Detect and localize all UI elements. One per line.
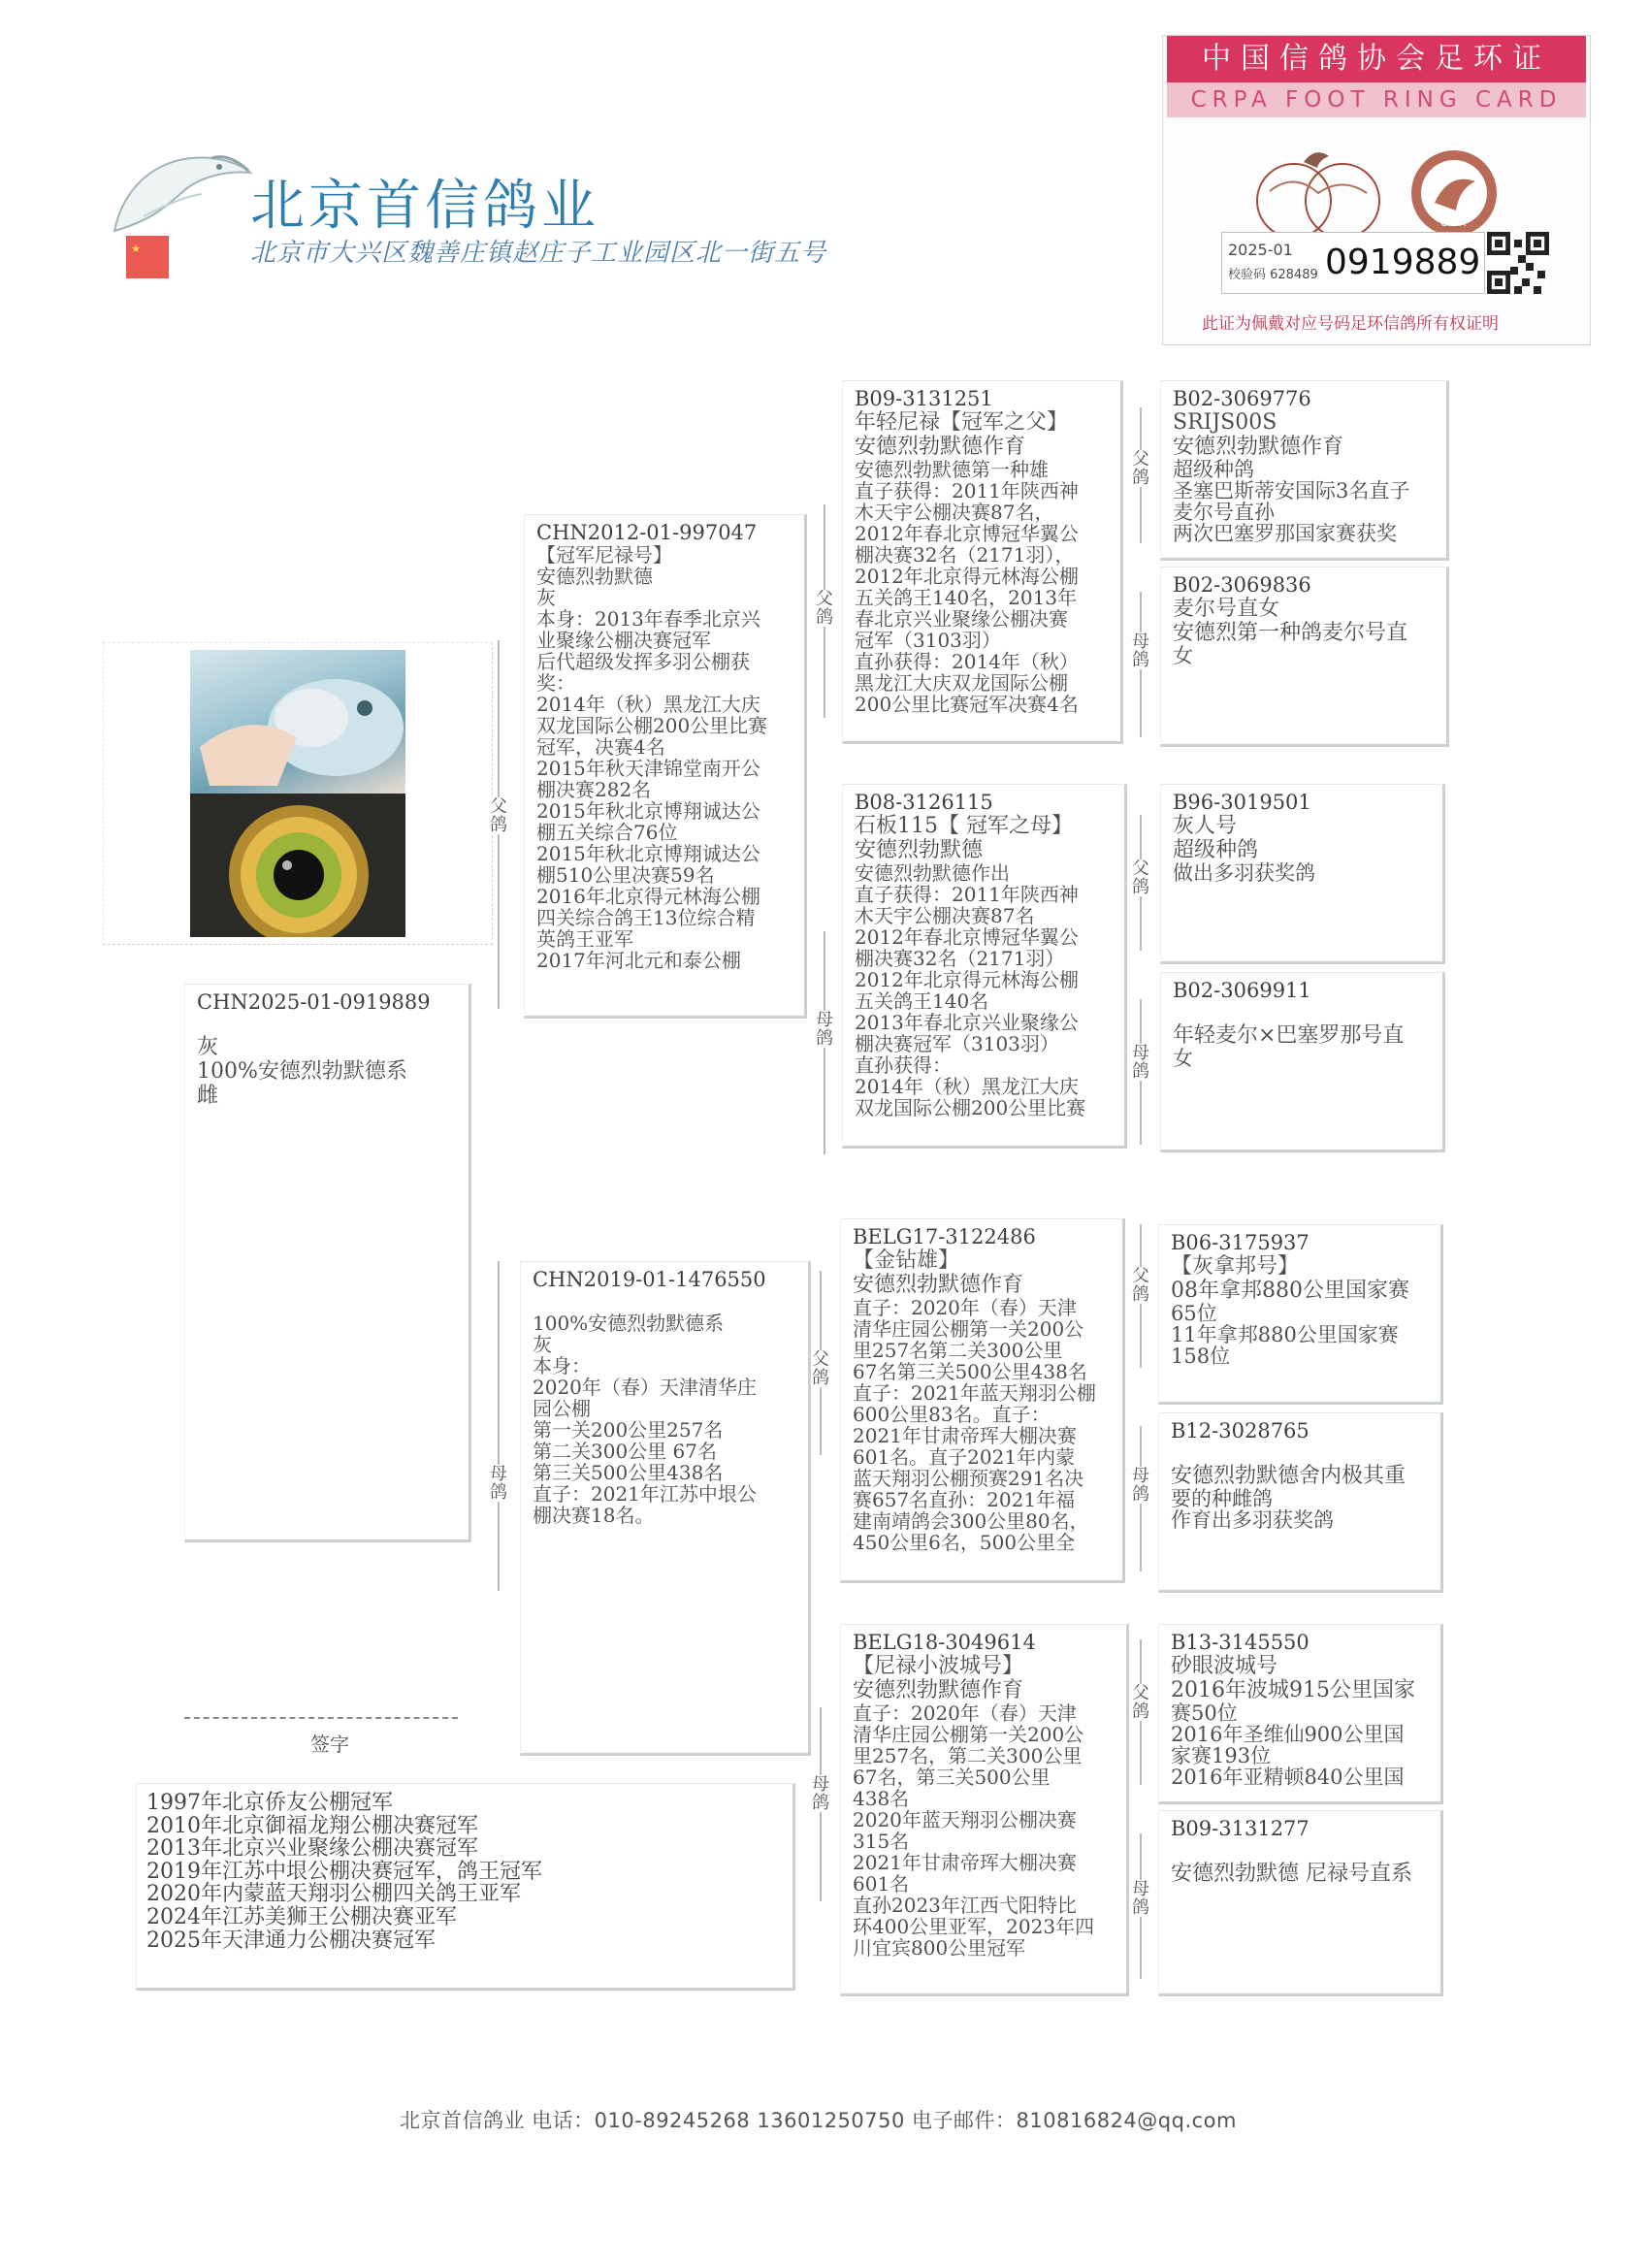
crpa-logo-text: CRPA [1440, 218, 1467, 229]
pedigree-line: 后代超级发挥多羽公棚获 [536, 650, 750, 673]
pedigree-line: 四关综合鸽王13位综合精 [536, 906, 756, 929]
sire-label: 父鸽 [490, 796, 507, 835]
pedigree-line: 奖： [536, 671, 575, 695]
pedigree-line: 木天宇公棚决赛87名 [855, 904, 1035, 927]
pedigree-line: 158位 [1171, 1345, 1231, 1368]
pedigree-line: 蓝天翔羽公棚预赛291名决 [853, 1467, 1084, 1490]
achievement-item: 2025年天津通力公棚决赛冠军 [146, 1928, 436, 1953]
dam-dam-dam-box [1158, 1810, 1443, 1996]
ring-number: BELG18-3049614 [853, 1631, 1036, 1654]
ring-number: CHN2019-01-1476550 [533, 1268, 766, 1291]
dam-sire-sire-label: 父鸽 [1132, 1266, 1149, 1305]
pedigree-line: 棚决赛冠军（3103羽） [855, 1032, 1059, 1055]
pedigree-line: 本身：2013年春季北京兴 [536, 607, 760, 631]
pedigree-line: 直子：2020年（春）天津 [853, 1296, 1077, 1319]
ring-number: B96-3019501 [1173, 791, 1311, 814]
pedigree-line: 灰人号 [1173, 814, 1238, 838]
pigeon-in-hand-icon [190, 650, 405, 794]
pedigree-line: 麦尔号直孙 [1173, 501, 1275, 524]
svg-text:★: ★ [131, 243, 141, 255]
company-name: 北京首信鸽业 [250, 175, 599, 238]
eye-photo [190, 794, 405, 937]
achievement-item: 2019年江苏中垠公棚决赛冠军，鸽王冠军 [146, 1859, 542, 1884]
pedigree-line [1173, 1002, 1433, 1023]
sire-dam-sire-box [1160, 784, 1445, 964]
pedigree-line: 业聚缘公棚决赛冠军 [536, 629, 711, 652]
pedigree-line: 直子获得：2011年陕西神 [855, 883, 1079, 906]
pedigree-line: 2014年（秋）黑龙江大庆 [855, 1075, 1079, 1098]
sire-sire-dam-box [1160, 567, 1449, 747]
sire-sire-box [842, 380, 1123, 744]
pedigree-line: 棚决赛282名 [536, 778, 652, 801]
dam-sire-dam-label: 母鸽 [1132, 1466, 1149, 1505]
pedigree-line: 作育出多羽获奖鸽 [1171, 1508, 1334, 1532]
pedigree-line: 2012年北京得元林海公棚 [855, 968, 1079, 991]
company-logo [105, 124, 260, 289]
pedigree-line: 年轻尼禄【冠军之父】 [855, 410, 1069, 435]
dam-dam-sire-box [1158, 1624, 1443, 1804]
pedigree-line: 2015年秋北京博翔诚达公 [536, 799, 760, 823]
subject-color: 灰 [197, 1035, 219, 1059]
pedigree-line: 清华庄园公棚第一关200公 [853, 1723, 1084, 1746]
pedigree-line: 67名第三关500公里438名 [853, 1360, 1087, 1383]
pedigree-line: 超级种鸽 [1173, 838, 1259, 862]
footer-contact: 北京首信鸽业 电话：010-89245268 13601250750 电子邮件：810816824@qq.com [400, 2109, 1237, 2132]
pedigree-line: 2016年亚精顿840公里国 [1171, 1766, 1405, 1789]
pedigree-line [1171, 1840, 1431, 1862]
achievement-item: 2024年江苏美狮王公棚决赛亚军 [146, 1904, 457, 1929]
qr-code-icon [1487, 232, 1549, 294]
pedigree-line: 圣塞巴斯蒂安国际3名直子 [1173, 479, 1410, 502]
sire-sire-sire-box [1160, 380, 1449, 561]
ring-date: 2025-01 [1228, 241, 1293, 259]
pedigree-line: 五关鸽王140名，2013年 [855, 586, 1078, 609]
pedigree-line [1171, 1442, 1431, 1464]
pedigree-line: 赛50位 [1171, 1701, 1238, 1725]
company-address: 北京市大兴区魏善庄镇赵庄子工业园区北一街五号 [250, 239, 827, 268]
pedigree-line: 315名 [853, 1830, 910, 1853]
pedigree-line: 双龙国际公棚200公里比赛 [855, 1096, 1086, 1119]
pedigree-line: 2012年春北京博冠华翼公 [855, 925, 1079, 949]
pedigree-line: 木天宇公棚决赛87名， [855, 501, 1054, 524]
sire-dam-box [842, 784, 1127, 1149]
pedigree-line: 67名，第三关500公里 [853, 1766, 1051, 1789]
pedigree-line: 冠军，决赛4名 [536, 735, 665, 759]
pedigree-line: 安德烈勃默德舍内极其重 [1171, 1464, 1406, 1488]
achievement-item: 2020年内蒙蓝天翔羽公棚四关鸽王亚军 [146, 1882, 521, 1907]
subject-strain: 100%安德烈勃默德系 [197, 1059, 407, 1084]
pigeon-eye-icon [190, 794, 405, 937]
pedigree-line: 第二关300公里 67名 [533, 1440, 717, 1463]
pedigree-line: 清华庄园公棚第一关200公 [853, 1317, 1084, 1341]
pedigree-line: 2016年圣维仙900公里国 [1171, 1723, 1405, 1746]
pedigree-line: 【冠军尼禄号】 [536, 543, 672, 567]
pedigree-line: 601名。直子2021年内蒙 [853, 1445, 1076, 1469]
pedigree-line: 灰 [536, 586, 556, 609]
sire-sire-label: 父鸽 [816, 589, 833, 628]
pedigree-line: 本身： [533, 1354, 591, 1377]
pedigree-line: 棚决赛18名。 [533, 1504, 655, 1527]
subject-sex: 雌 [197, 1084, 219, 1108]
ring-card-subtitle: CRPA FOOT RING CARD [1167, 82, 1586, 117]
pedigree-line: 春北京兴业聚缘公棚决赛 [855, 607, 1068, 631]
pedigree-line: 安德烈勃默德作育 [1173, 435, 1344, 459]
pedigree-line: 做出多羽获奖鸽 [1173, 861, 1315, 885]
pedigree-line: 棚决赛32名（2171羽） [855, 947, 1065, 970]
ring-card-note: 此证为佩戴对应号码足环信鸽所有权证明 [1202, 314, 1499, 334]
pigeon-photo [190, 650, 405, 794]
pedigree-line: 直子：2020年（春）天津 [853, 1701, 1077, 1725]
pedigree-line: 第一关200公里257名 [533, 1418, 724, 1442]
ring-number: B13-3145550 [1171, 1631, 1310, 1654]
ring-number: 0919889 [1325, 243, 1481, 282]
pedigree-line: 安德烈第一种鸽麦尔号直 [1173, 621, 1408, 645]
ring-check-code: 校验码 628489 [1228, 268, 1318, 282]
pedigree-line: 双龙国际公棚200公里比赛 [536, 714, 768, 737]
pedigree-line: 【尼禄小波城号】 [853, 1654, 1024, 1678]
ring-card [1162, 35, 1591, 345]
pedigree-line: 安德烈勃默德作出 [855, 861, 1010, 885]
pedigree-line: 棚决赛32名（2171羽）， [855, 543, 1075, 567]
pedigree-line: 砂眼波城号 [1171, 1654, 1278, 1678]
pedigree-line: 直子：2021年蓝天翔羽公棚 [853, 1381, 1096, 1405]
ring-number: B02-3069776 [1173, 387, 1311, 410]
sire-box [524, 514, 807, 1019]
pedigree-line: 赛657名直孙：2021年福 [853, 1488, 1076, 1511]
pedigree-line: 女 [1173, 1047, 1193, 1070]
pedigree-line: 2015年秋天津锦堂南开公 [536, 757, 760, 780]
pedigree-line: 安德烈勃默德作育 [855, 435, 1026, 459]
pedigree-line: 里257名第二关300公里 [853, 1339, 1063, 1362]
signature-label: 签字 [310, 1733, 349, 1756]
sire-dam-dam-box [1160, 972, 1445, 1152]
pedigree-line: 2016年北京得元林海公棚 [536, 885, 760, 908]
pedigree-line: 438名 [853, 1787, 910, 1810]
pedigree-line: 2013年春北京兴业聚缘公 [855, 1011, 1079, 1034]
dam-sire-box [840, 1218, 1125, 1583]
ring-number: B02-3069911 [1173, 979, 1311, 1002]
pedigree-line: 超级种鸽 [1173, 458, 1254, 481]
pedigree-line: 安德烈勃默德 [855, 838, 984, 862]
pedigree-line: 灰 [533, 1333, 552, 1356]
pedigree-line: 女 [1173, 644, 1193, 667]
pedigree-line [533, 1291, 798, 1312]
pedigree-line: 2014年（秋）黑龙江大庆 [536, 693, 760, 716]
sire-dam-label: 母鸽 [816, 1010, 833, 1049]
pedigree-line: SRIJS00S [1173, 410, 1277, 435]
achievement-item: 2013年北京兴业聚缘公棚决赛冠军 [146, 1836, 478, 1862]
pedigree-line: 安德烈勃默德 [536, 565, 653, 588]
pedigree-line: 冠军（3103羽） [855, 629, 1001, 652]
pedigree-line: 安德烈勃默德作育 [853, 1678, 1024, 1702]
pedigree-line: 环400公里亚军，2023年四 [853, 1915, 1095, 1938]
dam-label: 母鸽 [490, 1464, 507, 1503]
pedigree-line: 2021年甘肃帝珲大棚决赛 [853, 1424, 1077, 1447]
dam-sire-label: 父鸽 [812, 1349, 829, 1388]
ring-number-panel [1221, 232, 1485, 294]
pedigree-line: 家赛193位 [1171, 1744, 1272, 1767]
ring-number: B08-3126115 [855, 791, 993, 814]
pedigree-line: 年轻麦尔×巴塞罗那号直 [1173, 1023, 1405, 1048]
pedigree-line: 麦尔号直女 [1173, 597, 1280, 621]
pedigree-line: 要的种雌鸽 [1171, 1487, 1273, 1510]
pedigree-line: 园公棚 [533, 1397, 591, 1420]
pedigree-line: 安德烈勃默德第一种雄 [855, 458, 1049, 481]
ring-number: B09-3131277 [1171, 1817, 1310, 1840]
ring-number: B09-3131251 [855, 387, 993, 410]
sire-sire-dam-label: 母鸽 [1132, 632, 1149, 670]
achievements-box [136, 1783, 795, 1991]
pedigree-line: 601名 [853, 1872, 910, 1895]
pedigree-line: 直子：2021年江苏中垠公 [533, 1482, 757, 1506]
dam-dam-box [840, 1624, 1129, 1996]
pedigree-line: 五关鸽王140名 [855, 989, 989, 1013]
achievement-item: 1997年北京侨友公棚冠军 [146, 1791, 393, 1815]
dam-sire-sire-box [1158, 1224, 1443, 1405]
sire-sire-sire-label: 父鸽 [1132, 449, 1149, 488]
pedigree-line: 安德烈勃默德 尼禄号直系 [1171, 1862, 1412, 1886]
pedigree-line: 600公里83名。直子： [853, 1403, 1051, 1426]
dam-dam-label: 母鸽 [812, 1774, 829, 1813]
pedigree-line: 【灰拿邦号】 [1171, 1254, 1300, 1279]
ring-number: B12-3028765 [1171, 1419, 1310, 1442]
pedigree-line: 2012年北京得元林海公棚 [855, 565, 1079, 588]
pedigree-line: 英鸽王亚军 [536, 927, 633, 951]
achievement-item: 2010年北京御福龙翔公棚决赛冠军 [146, 1813, 478, 1838]
pedigree-line: 里257名，第二关300公里 [853, 1744, 1083, 1767]
sire-dam-dam-label: 母鸽 [1132, 1043, 1149, 1082]
subject-box [184, 984, 471, 1542]
pedigree-line: 川宜宾800公里冠军 [853, 1936, 1026, 1960]
pedigree-line: 2020年（春）天津清华庄 [533, 1376, 757, 1399]
ring-number: B02-3069836 [1173, 573, 1311, 597]
ring-card-title: 中国信鸽协会足环证 [1167, 36, 1586, 82]
ring-number: BELG17-3122486 [853, 1225, 1036, 1248]
dam-dam-dam-label: 母鸽 [1132, 1879, 1149, 1918]
pedigree-line: 黑龙江大庆双龙国际公棚 [855, 671, 1068, 695]
ring-number: CHN2012-01-997047 [536, 521, 758, 544]
dam-box [520, 1261, 811, 1756]
pedigree-line: 棚510公里决赛59名 [536, 863, 715, 887]
connector-line [498, 1261, 500, 1591]
dam-sire-dam-box [1158, 1412, 1443, 1593]
pedigree-line: 2020年蓝天翔羽公棚决赛 [853, 1808, 1077, 1831]
pedigree-line: 2021年甘肃帝珲大棚决赛 [853, 1851, 1077, 1874]
pedigree-line: 直子获得：2011年陕西神 [855, 479, 1079, 502]
pedigree-line: 第三关500公里438名 [533, 1461, 724, 1484]
dam-dam-sire-label: 父鸽 [1132, 1683, 1149, 1722]
pigeon-logo-icon [105, 124, 260, 289]
pedigree-line: 11年拿邦880公里国家赛 [1171, 1323, 1399, 1346]
pedigree-line: 直孙获得： [855, 1053, 952, 1077]
pedigree-line: 65位 [1171, 1302, 1217, 1325]
sire-dam-sire-label: 父鸽 [1132, 859, 1149, 897]
pedigree-line: 建南靖鸽会300公里80名， [853, 1509, 1089, 1533]
signature-line [184, 1717, 458, 1719]
pedigree-line: 石板115【 冠军之母】 [855, 814, 1073, 838]
pedigree-line: 08年拿邦880公里国家赛 [1171, 1279, 1409, 1303]
pedigree-line: 100%安德烈勃默德系 [533, 1312, 725, 1335]
pedigree-line: 200公里比赛冠军决赛4名 [855, 693, 1079, 716]
pedigree-line: 450公里6名，500公里全 [853, 1531, 1076, 1554]
pedigree-line: 【金钻雄】 [853, 1248, 960, 1273]
pedigree-line: 安德烈勃默德作育 [853, 1273, 1024, 1297]
ring-number: B06-3175937 [1171, 1231, 1310, 1254]
pedigree-line: 2012年春北京博冠华翼公 [855, 522, 1079, 545]
pedigree-line: 直孙获得：2014年（秋） [855, 650, 1079, 673]
pedigree-line: 2016年波城915公里国家 [1171, 1678, 1415, 1702]
subject-ring: CHN2025-01-0919889 [197, 990, 431, 1014]
pedigree-line: 2015年秋北京博翔诚达公 [536, 842, 760, 865]
pedigree-line: 棚五关综合76位 [536, 821, 678, 844]
pedigree-line: 直孙2023年江西弋阳特比 [853, 1894, 1077, 1917]
pedigree-line: 两次巴塞罗那国家赛获奖 [1173, 522, 1397, 545]
pedigree-line: 2017年河北元和泰公棚 [536, 949, 741, 972]
